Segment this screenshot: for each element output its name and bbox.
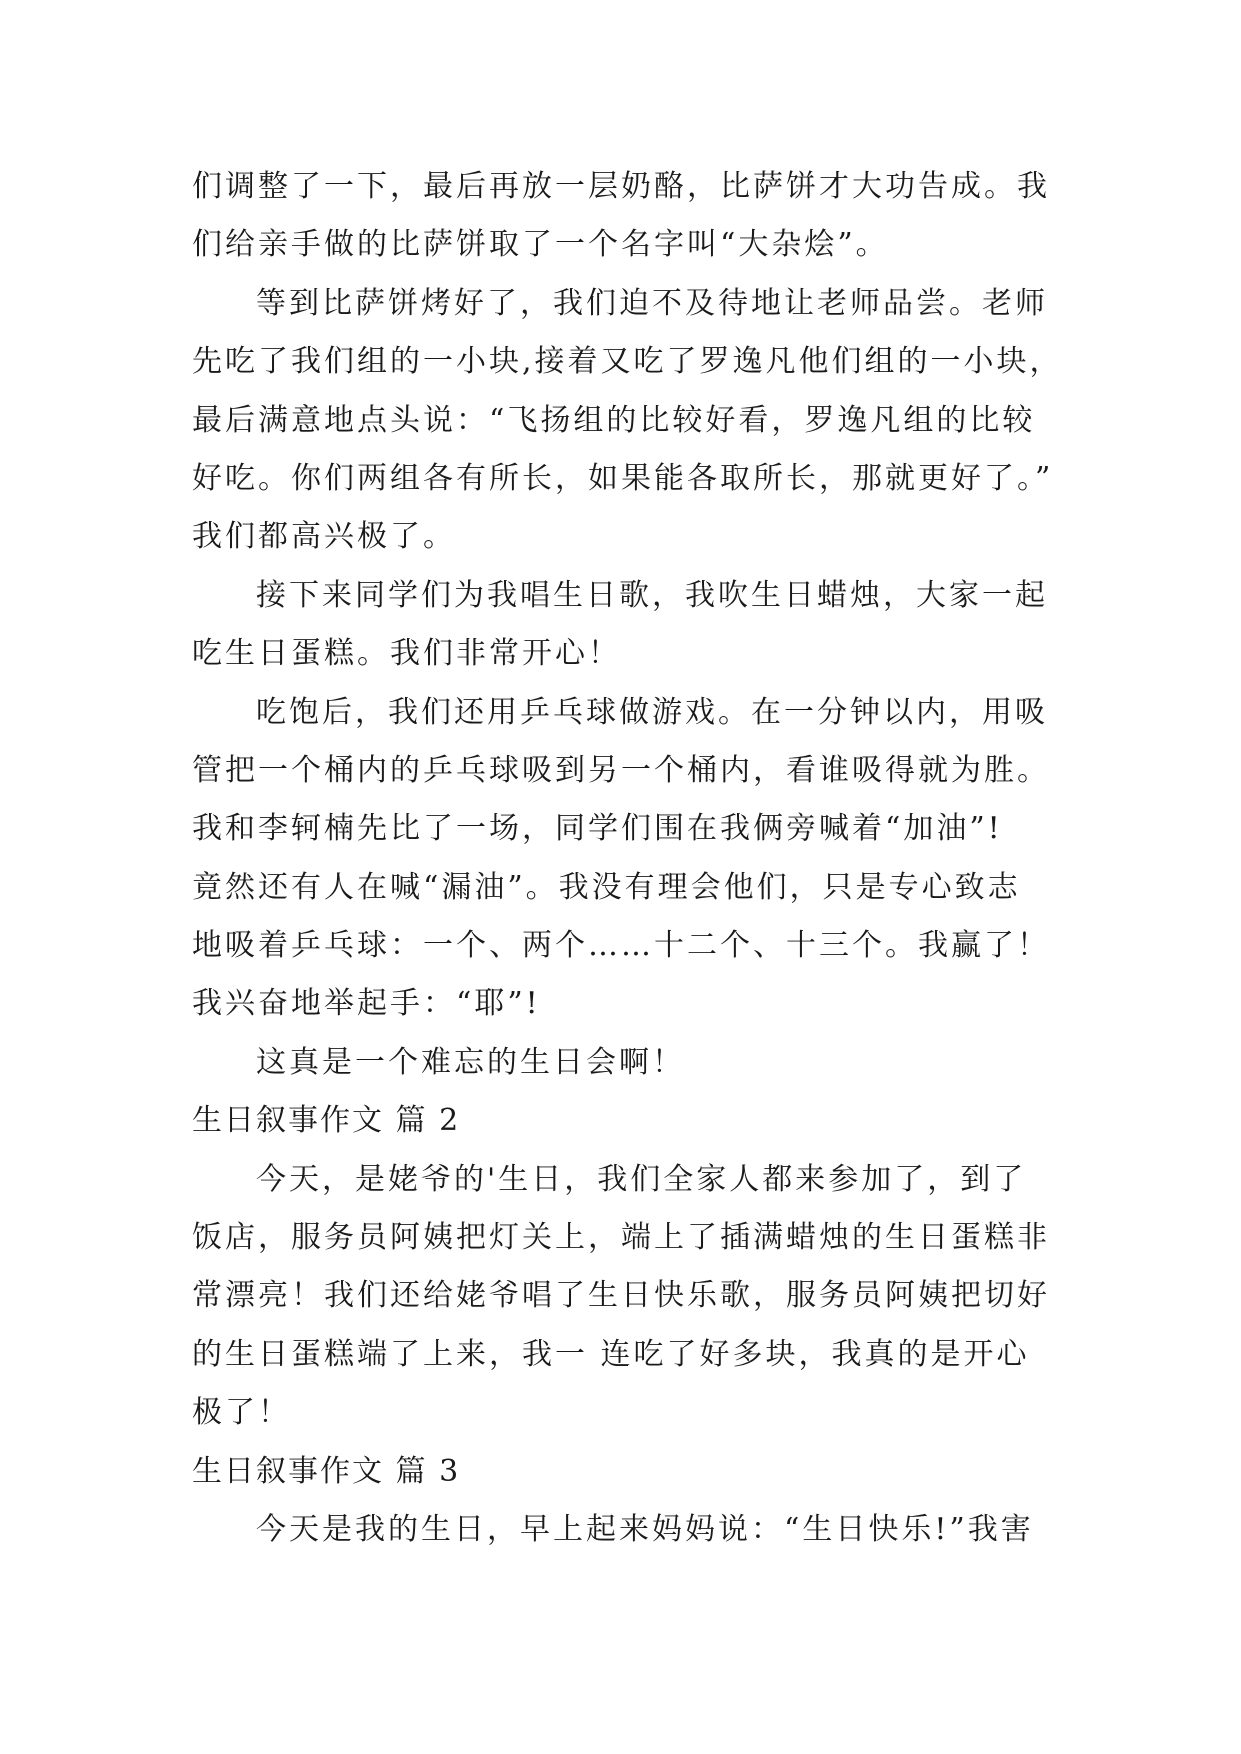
section-heading: 生日叙事作文 篇 2 [192,1103,461,1139]
text-line: 常漂亮！我们还给姥爷唱了生日快乐歌，服务员阿姨把切好 [192,1278,1050,1314]
paragraph-start: 吃饱后，我们还用乒乓球做游戏。在一分钟以内，用吸 [256,694,1048,730]
text-line: 竟然还有人在喊“漏油”。我没有理会他们，只是专心致志 [192,869,1021,905]
text-line: 最后满意地点头说：“飞扬组的比较好看，罗逸凡组的比较 [192,402,1036,438]
text-line: 饭店，服务员阿姨把灯关上，端上了插满蜡烛的生日蛋糕非 [192,1220,1050,1256]
text-line: 我兴奋地举起手：“耶”! [192,986,541,1022]
text-line: 我们都高兴极了。 [192,519,456,555]
text-line: 的生日蛋糕端了上来，我一 连吃了好多块，我真的是开心 [192,1336,1030,1372]
text-line: 吃生日蛋糕。我们非常开心！ [192,636,621,672]
paragraph-start: 等到比萨饼烤好了，我们迫不及待地让老师品尝。老师 [256,285,1048,321]
text-line: 极了！ [192,1395,291,1431]
paragraph-start: 今天是我的生日，早上起来妈妈说：“生日快乐!”我害 [256,1511,1034,1547]
paragraph-start: 今天，是姥爷的'生日，我们全家人都来参加了，到了 [256,1161,1027,1197]
section-heading: 生日叙事作文 篇 3 [192,1453,461,1489]
text-line: 们调整了一下，最后再放一层奶酪，比萨饼才大功告成。我 [192,169,1050,204]
text-line: 地吸着乒乓球：一个、两个……十二个、十三个。我赢了！ [192,928,1050,964]
paragraph-start: 接下来同学们为我唱生日歌，我吹生日蜡烛，大家一起 [256,577,1048,613]
paragraph-start: 这真是一个难忘的生日会啊！ [256,1044,685,1080]
text-line: 们给亲手做的比萨饼取了一个名字叫“大杂烩”。 [192,227,889,263]
text-line: 我和李轲楠先比了一场，同学们围在我俩旁喊着“加油”! [192,811,1003,847]
text-line: 管把一个桶内的乒乓球吸到另一个桶内，看谁吸得就为胜。 [192,752,1050,788]
text-line: 好吃。你们两组各有所长，如果能各取所长，那就更好了。” [192,460,1054,496]
document-body [192,158,1062,1559]
text-line: 先吃了我们组的一小块,接着又吃了罗逸凡他们组的一小块， [192,344,1063,380]
